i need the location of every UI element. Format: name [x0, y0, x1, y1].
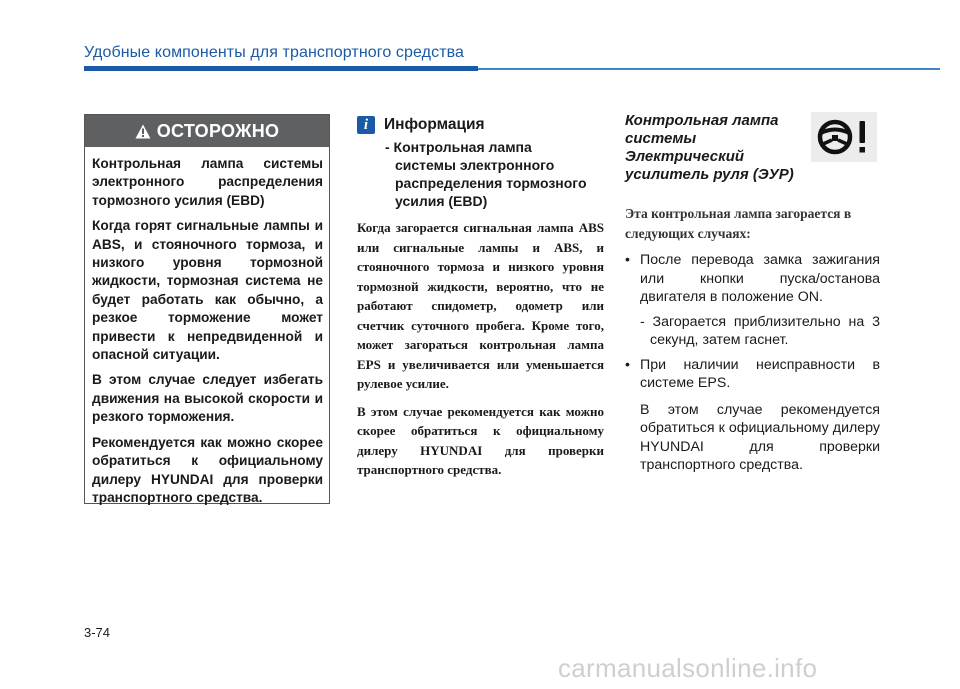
caution-box — [84, 114, 330, 504]
caution-body — [85, 147, 329, 507]
info-title: Информация — [384, 116, 485, 133]
page-number: 3-74 — [84, 625, 111, 640]
info-subheading-line: усилия (EBD) — [395, 193, 488, 209]
info-subheading-line: системы электронного — [395, 157, 555, 173]
caution-paragraph: Когда горят сигнальные лампы и ABS, и стояночного тормоза, и низкого уровня тормозной жидкости, тормозная система не будет работать как обычно, а резкое торможение может привести к непредвиденной и опасной ситуации. — [92, 218, 323, 363]
caution-header — [85, 115, 329, 147]
info-subheading — [385, 138, 604, 210]
list-item — [625, 356, 880, 475]
info-title-row — [357, 116, 604, 134]
header-rule-light — [478, 68, 940, 70]
eps-section — [625, 112, 880, 475]
eps-conditions-list — [625, 251, 880, 475]
list-item — [625, 251, 880, 350]
info-subheading-line: распределения тормозного — [395, 175, 587, 191]
eps-bullet-text: После перевода замка зажигания или кнопки пуска/останова двигателя в положение ON. — [640, 252, 880, 305]
caution-paragraph: Контрольная лампа системы электронного распределения тормозного усилия (EBD) — [92, 156, 323, 208]
section-header: Удобные компоненты для транспортного средства — [84, 44, 465, 61]
steering-wheel-warning-icon — [811, 112, 877, 162]
eps-title: Контрольная лампа системы Электрический усилитель руля (ЭУР) — [625, 112, 794, 183]
caution-heading: ОСТОРОЖНО — [156, 120, 280, 141]
info-subheading-line: - Контрольная лампа — [385, 139, 532, 155]
eps-intro: Эта контрольная лампа загорается в следующих случаях: — [625, 206, 852, 241]
eps-sub-item: - Загорается приблизительно на 3 секунд, затем гаснет. — [640, 313, 880, 348]
caution-paragraph: В этом случае следует избегать движения на высокой скорости и резкого торможения. — [92, 372, 323, 425]
header-rule-dark — [84, 66, 478, 71]
info-icon: i — [357, 116, 375, 134]
watermark: carmanualsonline.info — [558, 653, 818, 683]
info-section — [357, 116, 604, 480]
caution-paragraph: Рекомендуется как можно скорее обратиться к официальному дилеру HYUNDAI для проверки транспортного средства. — [92, 434, 323, 505]
info-paragraph: В этом случае рекомендуется как можно скорее обратиться к официальному дилеру HYUNDAI для проверки транспортного средства. — [357, 403, 604, 477]
info-paragraph: Когда загорается сигнальная лампа ABS или сигнальные лампы и ABS, и стояночного тормоза и низкого уровня тормозной жидкости, вероятно, что не работают спидометр, одометр или счетчик суточного пробега. Кроме того, может загораться контрольная лампа EPS и увеличивается или уменьшается рулевое усилие. — [357, 220, 604, 391]
eps-bullet-extra: В этом случае рекомендуется обратиться к официальному дилеру HYUNDAI для проверки транспортного средства. — [640, 401, 880, 473]
eps-bullet-text: При наличии неисправности в системе EPS. — [640, 356, 880, 391]
warning-triangle-icon — [135, 124, 151, 139]
